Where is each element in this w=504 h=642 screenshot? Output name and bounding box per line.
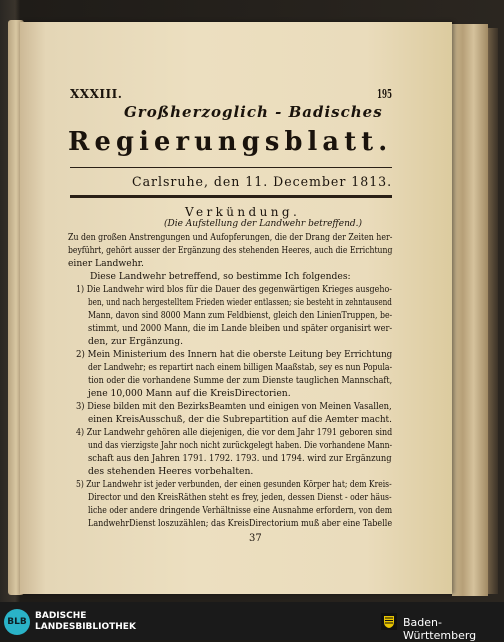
body-line: LandwehrDienst loszuzählen; das KreisDirectorium muß aber eine Tabelle <box>88 518 393 529</box>
body-line: jene 10,000 Mann auf die KreisDirectorien. <box>88 388 291 399</box>
body-line: 3) Diese bilden mit den BezirksBeamten und einigen von Meinen Vasallen, <box>76 401 392 412</box>
dateline: Carlsruhe, den 11. December 1813. <box>132 175 393 190</box>
right-page-edges <box>452 24 488 596</box>
library-name-line1: BADISCHE <box>35 611 87 621</box>
blb-logo-icon[interactable] <box>4 609 30 635</box>
body-line: stimmt, und 2000 Mann, die im Lande bleiben und später organisirt wer- <box>88 323 393 334</box>
library-name-line2: LANDESBIBLIOTHEK <box>35 622 136 632</box>
body-line: tion oder die vorhandene Summe der zum Dienste tauglichen Mannschaft, <box>88 375 393 386</box>
body-line: ben, und nach hergestelltem Frieden wieder entlassen; sie besteht in zehntausend <box>88 297 392 308</box>
issue-number: XXXIII. <box>70 87 123 101</box>
book-cover-edge <box>488 28 498 594</box>
body-line: liche oder andere dringende Verhältnisse eine Ausnahme erfordern, von dem <box>88 505 393 516</box>
article-subheading: (Die Aufstellung der Landwehr betreffend.) <box>164 219 363 229</box>
body-line: einer Landwehr. <box>68 258 144 269</box>
body-line: 1) Die Landwehr wird blos für die Dauer des gegenwärtigen Krieges ausgeho- <box>76 284 392 295</box>
state-name[interactable]: Baden-Württemberg <box>403 616 477 642</box>
body-line: des stehenden Heeres vorbehalten. <box>88 466 254 477</box>
article-heading: Verkündung. <box>185 205 301 219</box>
body-line: 4) Zur Landwehr gehören alle diejenigen, die vor dem Jahr 1791 geboren sind <box>76 427 393 438</box>
publication-subtitle: Großherzoglich - Badisches <box>124 103 383 121</box>
body-line: Director und den KreisRäthen steht es frey, jeden, dessen Dienst - oder häus- <box>88 492 392 503</box>
blb-badge-text: BLB <box>7 617 27 627</box>
baden-wuerttemberg-emblem-icon <box>381 613 397 630</box>
document-page <box>20 22 452 594</box>
body-line: der Landwehr; es repartirt nach einem billigen Maaßstab, sey es nun Popula- <box>88 362 393 373</box>
body-line: Diese Landwehr betreffend, so bestimme Ich folgendes: <box>90 271 351 282</box>
body-line: 2) Mein Ministerium des Innern hat die oberste Leitung bey Errichtung <box>76 349 393 360</box>
library-name[interactable] <box>35 611 136 633</box>
body-line: schaft aus den Jahren 1791. 1792. 1793. und 1794. wird zur Ergänzung <box>88 453 392 464</box>
body-line: 5) Zur Landwehr ist jeder verbunden, der einen gesunden Körper hat; dem Kreis- <box>76 479 392 490</box>
body-line: den, zur Ergänzung. <box>88 336 183 347</box>
publication-title: Regierungsblatt. <box>68 127 393 157</box>
body-line: Zu den großen Anstrengungen und Aufopferungen, die der Drang der Zeiten her- <box>68 232 393 243</box>
signature-mark: 37 <box>249 533 262 544</box>
title-rule <box>70 167 392 168</box>
body-line: beyführt, gehört ausser der Ergänzung des stehenden Heeres, auch die Errichtung <box>68 245 393 256</box>
body-line: einen KreisAusschuß, der die Subrepartition auf die Aemter macht. <box>88 414 392 425</box>
dateline-rule <box>70 195 392 198</box>
body-line: Mann, davon sind 8000 Mann zum Feldbienst, gleich den LinienTruppen, be- <box>88 310 393 321</box>
body-line: und das vierzigste Jahr noch nicht zurückgelegt haben. Die vorhandene Mann- <box>88 440 393 451</box>
page-number: 195 <box>377 87 393 101</box>
